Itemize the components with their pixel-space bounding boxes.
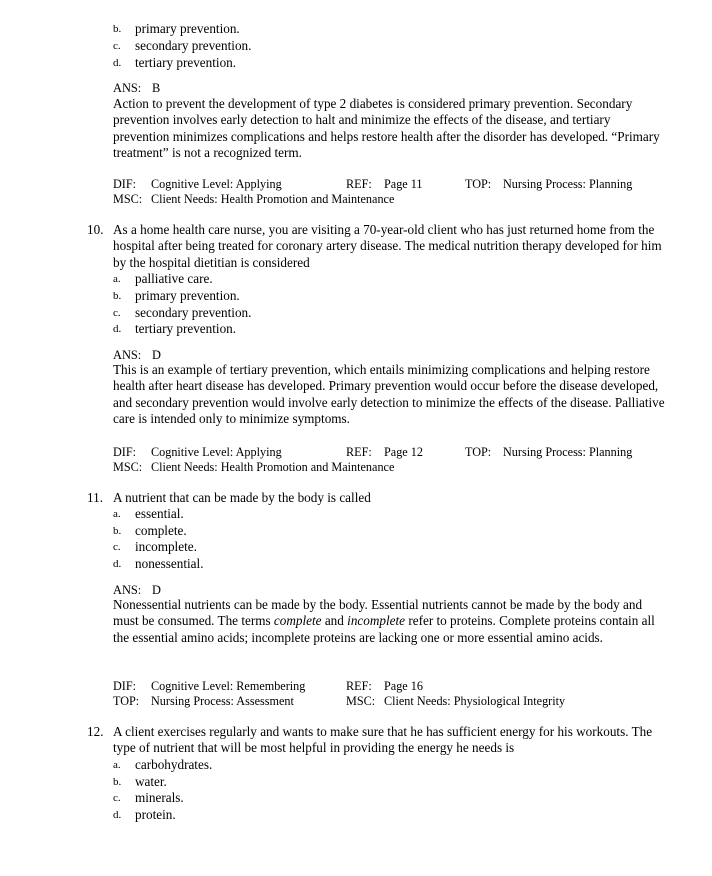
q9-top-label: TOP:: [465, 177, 492, 191]
q10-number: 10.: [87, 222, 104, 237]
q10-option-a-text: palliative care.: [135, 271, 213, 286]
q11-msc-label: MSC:: [346, 694, 376, 708]
q9-ref-value: Page 11: [384, 177, 423, 191]
q11-answer: [113, 582, 161, 598]
q12-number: 12.: [87, 724, 104, 739]
q9-msc-value: Client Needs: Health Promotion and Maintenance: [151, 192, 395, 206]
q10-msc: [113, 459, 394, 475]
q11-option-a-text: essential.: [135, 506, 184, 521]
q12-stem: A client exercises regularly and wants to make sure that he has sufficient energy for his workouts. The type of nutrient that will be most helpful in providing the energy he needs is: [113, 724, 653, 756]
q11-msc-value: Client Needs: Physiological Integrity: [384, 694, 566, 708]
q10-top-value: Nursing Process: Planning: [503, 445, 633, 459]
q10-ref-value: Page 12: [384, 445, 423, 459]
q11-rationale-part3: refer to proteins. Complete proteins contain all the essential amino acids; incomplete proteins are lacking one or more essential amino acids.: [113, 613, 655, 645]
q10-option-c-letter: c.: [113, 307, 121, 319]
q9-answer-label: ANS:: [113, 81, 142, 95]
q11-dif-value: Cognitive Level: Remembering: [151, 679, 306, 693]
q11-option-a-letter: a.: [113, 508, 121, 520]
q12-option-b-text: water.: [135, 774, 167, 789]
q10-option-a-letter: a.: [113, 273, 121, 285]
q12-option-c-text: minerals.: [135, 790, 184, 805]
q12-option-d-letter: d.: [113, 809, 122, 821]
q10-top: [465, 444, 632, 460]
q11-ref: [346, 678, 423, 694]
q10-msc-label: MSC:: [113, 460, 143, 474]
q9-option-d-letter: d.: [113, 57, 122, 69]
q11-number: 11.: [87, 490, 103, 505]
q9-dif-value: Cognitive Level: Applying: [151, 177, 282, 191]
q10-dif-value: Cognitive Level: Applying: [151, 445, 282, 459]
q11-ref-value: Page 16: [384, 679, 423, 693]
q10-option-b-text: primary prevention.: [135, 288, 240, 303]
q10-option-b-letter: b.: [113, 290, 122, 302]
q9-option-c-text: secondary prevention.: [135, 38, 252, 53]
q10-dif: [113, 444, 282, 460]
q11-top-label: TOP:: [113, 694, 140, 708]
q11-option-c-letter: c.: [113, 541, 121, 553]
q10-msc-value: Client Needs: Health Promotion and Maintenance: [151, 460, 395, 474]
q12-option-a-text: carbohydrates.: [135, 757, 213, 772]
q10-answer: [113, 347, 161, 363]
q10-top-label: TOP:: [465, 445, 492, 459]
q9-option-b-letter: b.: [113, 23, 122, 35]
q10-ref: [346, 444, 423, 460]
q9-answer-value: B: [152, 81, 161, 95]
q10-option-d-letter: d.: [113, 323, 122, 335]
q11-dif: [113, 678, 305, 694]
q9-dif: [113, 176, 282, 192]
q10-stem: As a home health care nurse, you are visiting a 70-year-old client who has just returned home from the hospital after being treated for coronary artery disease. The medical nutrition therapy developed for him by the hospital dietitian is considered: [113, 222, 662, 270]
q11-option-c-text: incomplete.: [135, 539, 197, 554]
q12-option-a-letter: a.: [113, 759, 121, 771]
q9-option-d-text: tertiary prevention.: [135, 55, 237, 70]
q10-option-c-text: secondary prevention.: [135, 305, 252, 320]
q11-rationale: [113, 597, 668, 646]
q9-msc-label: MSC:: [113, 192, 143, 206]
q11-msc: [346, 693, 565, 709]
q9-dif-label: DIF:: [113, 177, 137, 191]
q11-rationale-term-incomplete: incomplete: [347, 613, 406, 629]
q11-stem: A nutrient that can be made by the body is called: [113, 490, 371, 505]
q11-option-d-letter: d.: [113, 558, 122, 570]
q9-option-b-text: primary prevention.: [135, 21, 240, 36]
q11-rationale-part1: Nonessential nutrients can be made by the body. Essential nutrients cannot be made by the body and must be consumed. The terms: [113, 597, 643, 629]
q11-rationale-part2: and: [321, 613, 348, 629]
q12-option-b-letter: b.: [113, 776, 122, 788]
q11-answer-value: D: [152, 583, 161, 597]
q11-option-d-text: nonessential.: [135, 556, 204, 571]
q10-ref-label: REF:: [346, 445, 372, 459]
q9-rationale: Action to prevent the development of type 2 diabetes is considered primary prevention. Secondary prevention involves early detection to halt and minimize the effects of the disease, and tertiary prevention minimizes complications and helps restore health after the disorder has developed. “Primary treatment” is not a recognized term.: [113, 96, 660, 161]
q11-ref-label: REF:: [346, 679, 372, 693]
q12-option-c-letter: c.: [113, 792, 121, 804]
q11-option-b-text: complete.: [135, 523, 187, 538]
q10-dif-label: DIF:: [113, 445, 137, 459]
q10-rationale: This is an example of tertiary prevention, which entails minimizing complications and helping restore health after heart disease has developed. Primary prevention would occur before the disease developed, and secondary prevention would involve early detection to minimize the effects of the disease. Palliative care is intended only to minimize symptoms.: [113, 362, 665, 427]
q12-option-d-text: protein.: [135, 807, 176, 822]
q11-dif-label: DIF:: [113, 679, 137, 693]
q10-answer-value: D: [152, 348, 161, 362]
q11-rationale-term-complete: complete: [273, 613, 322, 629]
q10-answer-label: ANS:: [113, 348, 142, 362]
q11-answer-label: ANS:: [113, 583, 142, 597]
q11-option-b-letter: b.: [113, 525, 122, 537]
q11-top: [113, 693, 294, 709]
q9-ref-label: REF:: [346, 177, 372, 191]
q9-top: [465, 176, 632, 192]
q11-top-value: Nursing Process: Assessment: [151, 694, 294, 708]
q9-answer: [113, 80, 160, 96]
q9-option-c-letter: c.: [113, 40, 121, 52]
q9-ref: [346, 176, 422, 192]
q9-msc: [113, 191, 394, 207]
q10-option-d-text: tertiary prevention.: [135, 321, 237, 336]
q9-top-value: Nursing Process: Planning: [503, 177, 633, 191]
